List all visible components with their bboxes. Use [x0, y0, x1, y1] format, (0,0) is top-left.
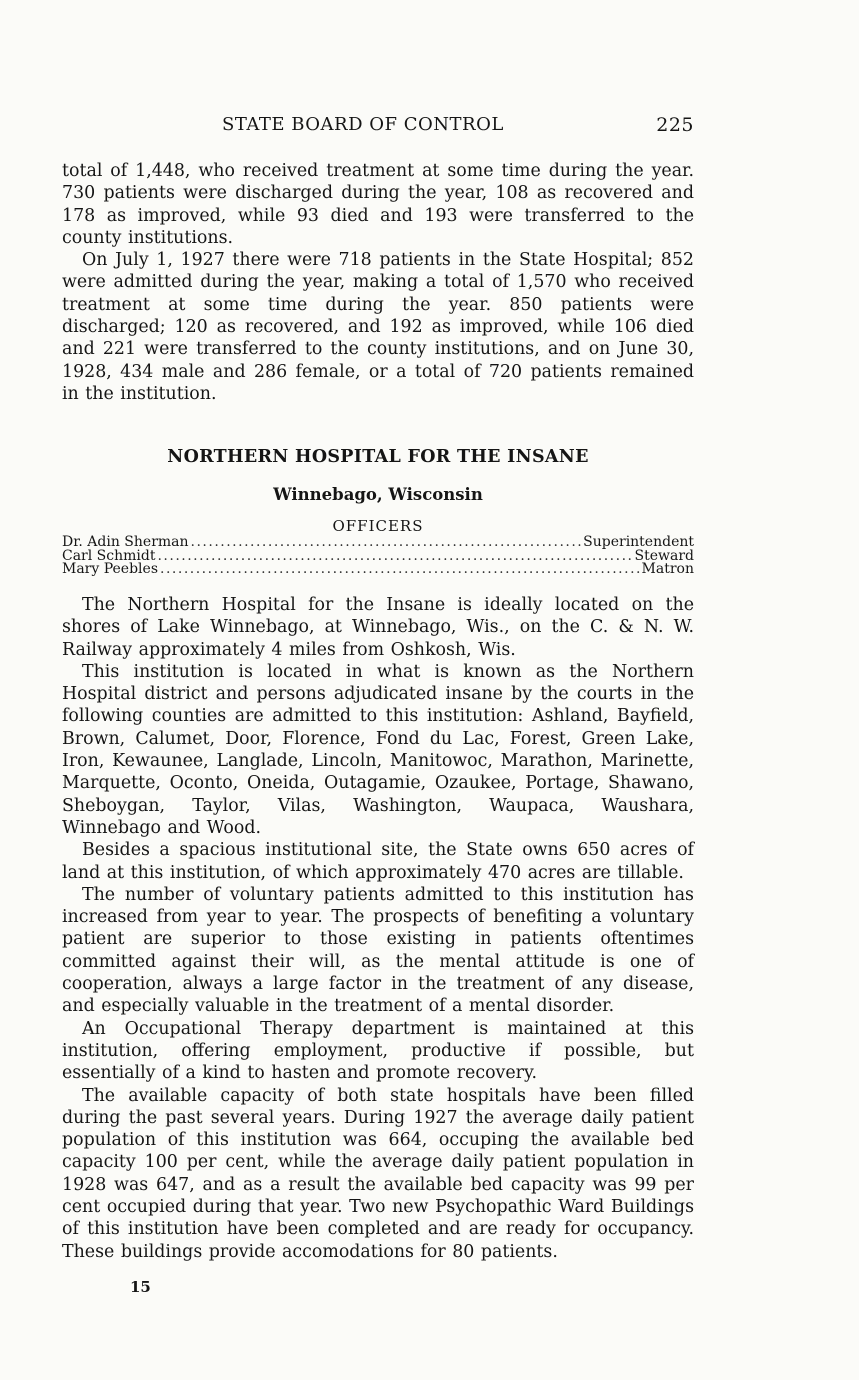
page-number: 225 — [656, 114, 694, 136]
paragraph: On July 1, 1927 there were 718 patients in the State Hospital; 852 were admitted during the year, making a total of 1,570 who received treatment at some time during the year. 850 patients were discharged; 120 as recovered, and 192 as improved, while 106 died and 221 were transferred to the county institutions, and on June 30, 1928, 434 male and 286 female, or a total of 720 patients remained in the institution. — [62, 250, 694, 404]
officer-name: Mary Peebles — [62, 561, 159, 577]
signature-mark: 15 — [130, 1278, 151, 1296]
paragraph: The number of voluntary patients admitted to this institution has increased from year to year. The prospects of benefiting a voluntary patient are superior to those existing in patients oftentimes committed against their will, as the mental attitude is one of cooperation, always a large factor in the treatment of any disease, and especially valuable in the treatment of a mental disorder. — [62, 884, 694, 1017]
leader-dots — [160, 563, 640, 577]
officers-heading: OFFICERS — [332, 517, 424, 535]
body-text — [62, 594, 694, 1263]
paragraph: total of 1,448, who received treatment at some time during the year. 730 patients were discharged during the year, 108 as recovered and 178 as improved, while 93 died and 193 were transferred to the county institutions. — [62, 161, 694, 248]
paragraph: This institution is located in what is known as the Northern Hospital district and persons adjudicated insane by the courts in the following counties are admitted to this institution: Ashland, Bayfield, Brown, Calumet, Door, Florence, Fond du Lac, Forest, Green Lake, Iron, Kewaunee, Langlade, Lincoln, Manitowoc, Marathon, Marinette, Marquette, Oconto, Oneida, Outagamie, Ozaukee, Portage, Shawano, Sheboygan, Taylor, Vilas, Washington, Waupaca, Waushara, Winnebago and Wood. — [62, 661, 694, 838]
paragraph: An Occupational Therapy department is maintained at this institution, offering employment, productive if possible, but essentially of a kind to hasten and promote recovery. — [62, 1018, 694, 1084]
officer-name: Dr. Adin Sherman — [62, 534, 189, 550]
section-subtitle: Winnebago, Wisconsin — [273, 485, 483, 504]
officer-row — [62, 563, 694, 577]
header-title: STATE BOARD OF CONTROL — [222, 114, 504, 135]
leader-dots — [157, 550, 632, 564]
officer-title: Matron — [641, 561, 694, 577]
leader-dots — [191, 536, 582, 550]
running-header — [62, 114, 694, 140]
paragraph: Besides a spacious institutional site, the State owns 650 acres of land at this institution, of which approximately 470 acres are tillable. — [62, 840, 694, 883]
officer-name: Carl Schmidt — [62, 547, 156, 564]
section-title: NORTHERN HOSPITAL FOR THE INSANE — [167, 447, 589, 467]
officers-list — [62, 536, 694, 577]
officer-row — [62, 536, 694, 550]
intro-text — [62, 160, 694, 405]
officer-title: Superintendent — [583, 534, 694, 550]
paragraph: The Northern Hospital for the Insane is ideally located on the shores of Lake Winnebago, at Winnebago, Wis., on the C. & N. W. Railway approximately 4 miles from Oshkosh, Wis. — [62, 595, 694, 660]
paragraph: The available capacity of both state hospitals have been filled during the past several years. During 1927 the average daily patient population of this institution was 664, occuping the available bed capacity 100 per cent, while the average daily patient population in 1928 was 647, and as a result the available bed capacity was 99 per cent occupied during that year. Two new Psychopathic Ward Buildings of this institution have been completed and are ready for occupancy. These buildings provide accomodations for 80 patients. — [62, 1085, 694, 1262]
officer-title: Steward — [634, 547, 694, 564]
